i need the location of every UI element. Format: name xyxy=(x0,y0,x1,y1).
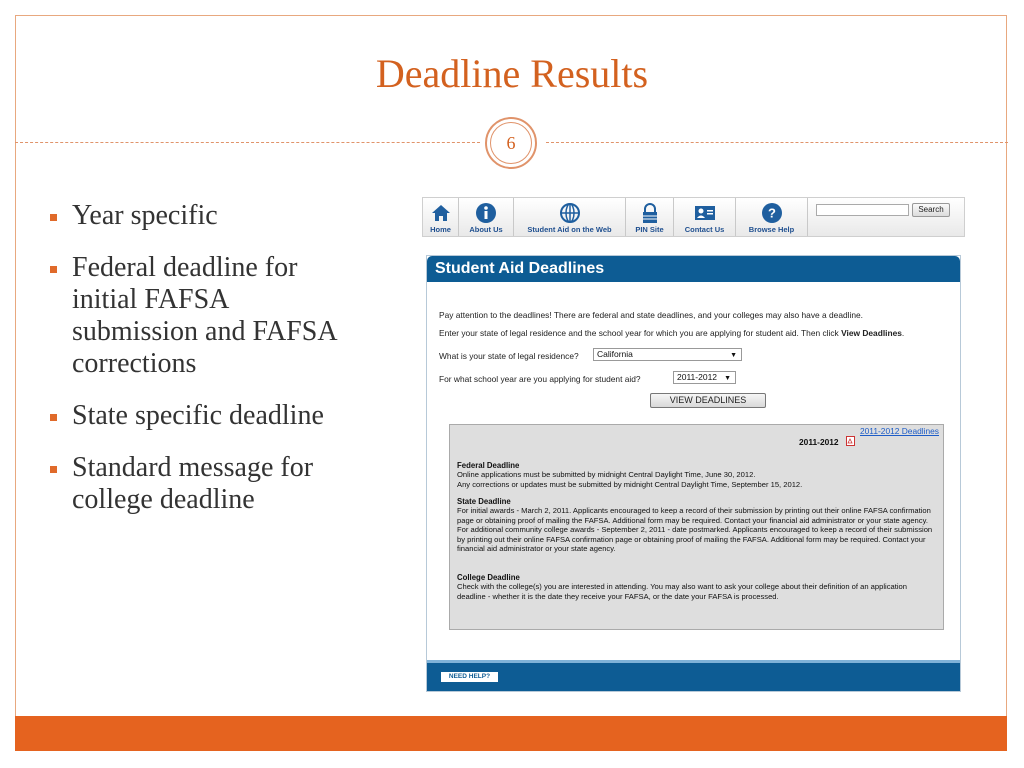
intro-text: Pay attention to the deadlines! There are federal and state deadlines, and your colleges may also have a deadline. xyxy=(439,310,863,320)
year-select-value: 2011-2012 xyxy=(677,372,718,382)
svg-text:?: ? xyxy=(767,205,776,221)
top-nav-bar xyxy=(422,197,965,237)
globe-icon xyxy=(559,202,581,224)
help-icon xyxy=(761,202,783,224)
deadlines-pdf-link[interactable]: 2011-2012 Deadlines xyxy=(859,426,939,436)
instruction-text xyxy=(439,328,904,338)
nav-contact-us[interactable] xyxy=(674,198,736,236)
college-deadline-text: Check with the college(s) you are interested in attending. You may also want to ask your college about their definition of an application deadline - whether it is the date they receive your FAFSA, or the date your FAFSA is processed. xyxy=(457,582,907,601)
nav-label: PIN Site xyxy=(635,225,664,234)
nav-label: About Us xyxy=(469,225,503,234)
title-divider-left xyxy=(15,142,480,143)
federal-deadline-line1: Online applications must be submitted by midnight Central Daylight Time, June 30, 2012. xyxy=(457,470,756,479)
instruction-text-prefix: Enter your state of legal residence and the school year for which you are applying for student aid. Then click xyxy=(439,328,842,338)
bullet-item: Year specific xyxy=(48,200,348,232)
website-screenshot xyxy=(422,197,965,693)
results-year-heading: 2011-2012 xyxy=(799,437,839,447)
year-question: For what school year are you applying for student aid? xyxy=(439,374,641,384)
search-input[interactable] xyxy=(816,204,909,216)
state-select[interactable] xyxy=(593,348,742,361)
bullet-item: Federal deadline for initial FAFSA submission and FAFSA corrections xyxy=(48,252,348,380)
search-button[interactable]: Search xyxy=(912,203,950,217)
deadlines-panel xyxy=(426,255,961,692)
need-help-button[interactable]: NEED HELP? xyxy=(441,672,498,682)
nav-label: Contact Us xyxy=(684,225,725,234)
bullet-item: Standard message for college deadline xyxy=(48,452,348,516)
info-icon xyxy=(475,202,497,224)
slide-title: Deadline Results xyxy=(375,51,649,96)
bullet-item: State specific deadline xyxy=(48,400,348,432)
nav-label: Home xyxy=(430,225,451,234)
bullet-list xyxy=(48,200,348,536)
federal-deadline-heading: Federal Deadline xyxy=(457,461,520,470)
panel-footer xyxy=(427,660,960,691)
title-divider-right xyxy=(546,142,1008,143)
nav-label: Student Aid on the Web xyxy=(527,225,612,234)
nav-student-aid-on-the-web[interactable] xyxy=(514,198,626,236)
slide-number: 6 xyxy=(490,122,532,164)
view-deadlines-button[interactable]: VIEW DEADLINES xyxy=(650,393,766,408)
nav-browse-help[interactable] xyxy=(736,198,808,236)
state-select-value: California xyxy=(597,349,633,359)
instruction-text-suffix: . xyxy=(901,328,905,338)
state-deadline-text: For initial awards - March 2, 2011. Applicants encouraged to keep a record of their submission by printing out their online FAFSA confirmation page or obtaining proof of mailing the FAFSA. Additional form may be required. Contact your financial aid administrator or your state agency. For additional community college awards - September 2, 2011 - date postmarked. Applicants encouraged to keep a record of their submission by printing out their online FAFSA confirmation page or obtaining proof of mailing the FAFSA. Additional form may be required. Contact your financial aid administrator or your state agency. xyxy=(457,506,933,553)
nav-pin-site[interactable] xyxy=(626,198,674,236)
deadline-results-box xyxy=(449,424,944,630)
pdf-icon[interactable] xyxy=(846,436,855,446)
slide-number-badge xyxy=(485,117,537,169)
college-deadline-heading: College Deadline xyxy=(457,573,520,582)
federal-deadline-line2: Any corrections or updates must be submitted by midnight Central Daylight Time, September 15, 2012. xyxy=(457,480,803,489)
contact-card-icon xyxy=(694,202,716,224)
year-select[interactable] xyxy=(673,371,736,384)
nav-about-us[interactable] xyxy=(459,198,514,236)
chevron-down-icon: ▼ xyxy=(724,375,731,382)
state-deadline-heading: State Deadline xyxy=(457,497,511,506)
nav-home[interactable] xyxy=(423,198,459,236)
chevron-down-icon: ▼ xyxy=(730,352,737,359)
lock-icon xyxy=(639,202,661,224)
slide-footer-bar xyxy=(15,716,1007,751)
panel-title: Student Aid Deadlines xyxy=(427,256,960,282)
home-icon xyxy=(430,202,452,224)
instruction-text-bold: View Deadlines xyxy=(841,328,902,338)
nav-label: Browse Help xyxy=(748,225,795,234)
state-question: What is your state of legal residence? xyxy=(439,351,579,361)
